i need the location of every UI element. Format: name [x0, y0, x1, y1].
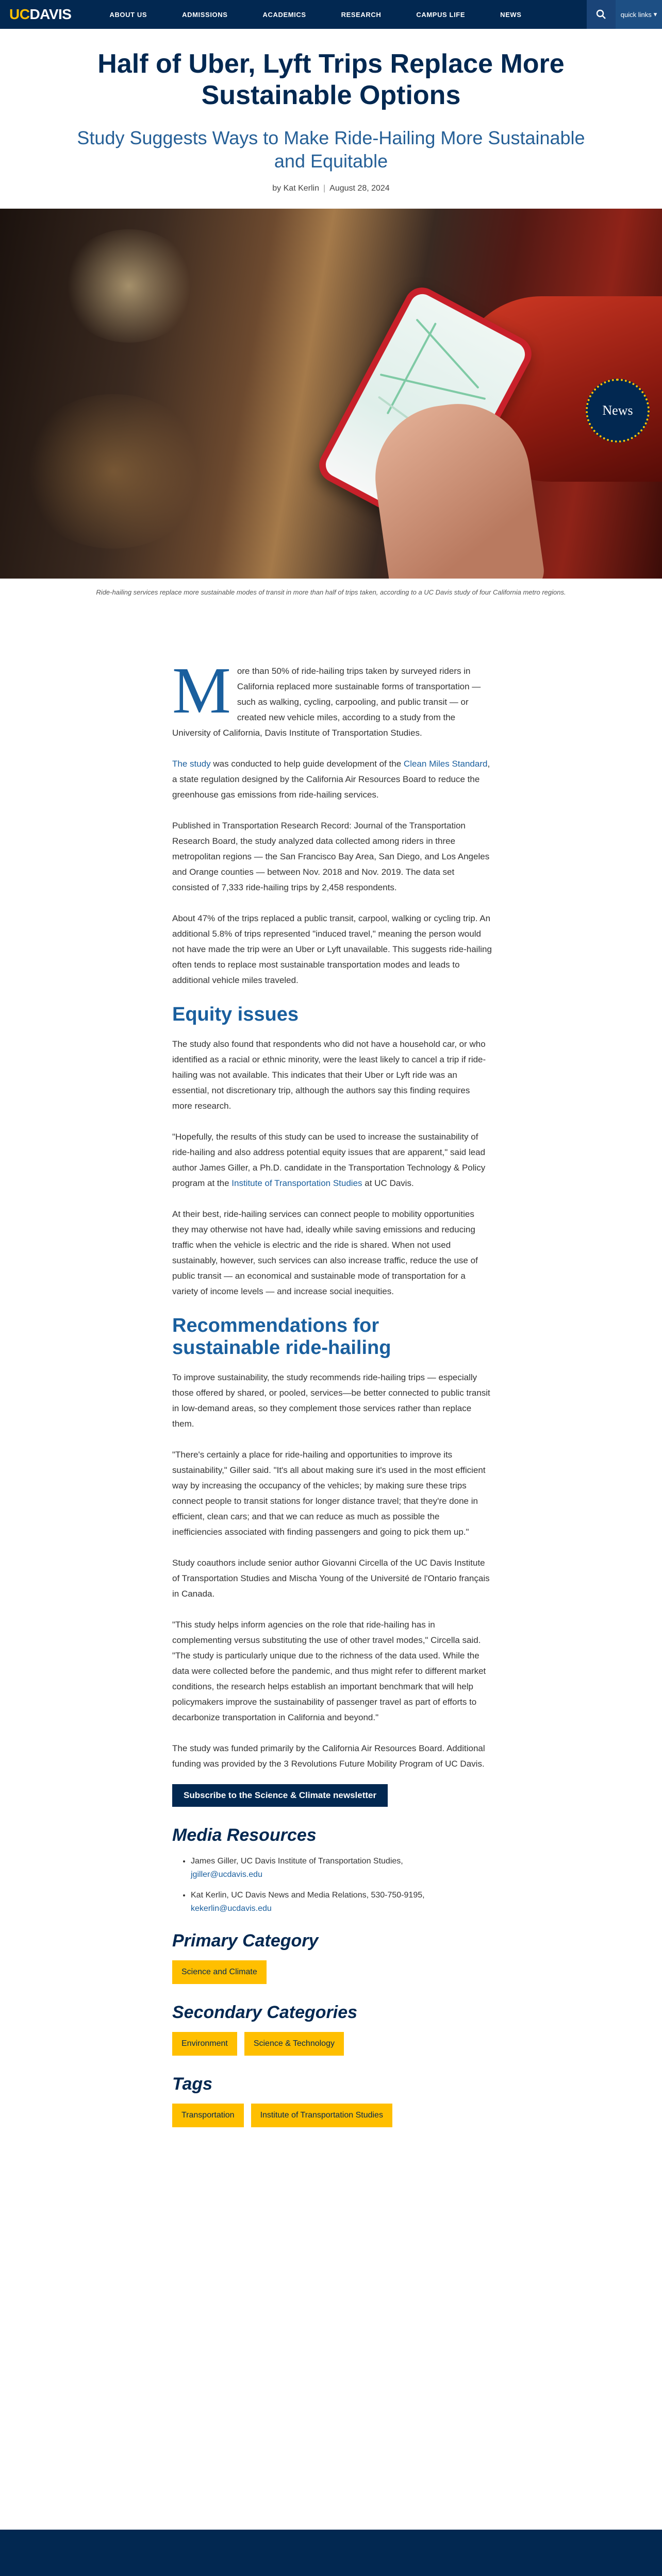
article-body: [172, 654, 492, 2146]
article-header: [0, 29, 662, 193]
paragraph-text: was conducted to help guide development of the: [210, 759, 404, 769]
category-button[interactable]: Science and Climate: [172, 1960, 267, 1984]
section-heading-equity: Equity issues: [172, 1004, 299, 1025]
its-link[interactable]: Institute of Transportation Studies: [231, 1178, 362, 1188]
quick-links-label: quick links: [620, 10, 652, 19]
page-subtitle: Study Suggests Ways to Make Ride-Hailing More Sustainable and Equitable: [77, 127, 585, 172]
map-route: [387, 323, 437, 414]
paragraph: At their best, ride-hailing services can connect people to mobility opportunities they may otherwise not have had, ideally while saving emissions and reducing traffic when the vehicle is electric and the ride is shared. When not used sustainably, however, such services can also increase traffic, reduce the use of public transit — an economical and sustainable mode of transportation for a variety of income levels — and increase social inequities.: [172, 1209, 478, 1296]
hero-image: [0, 209, 662, 579]
email-link[interactable]: jgiller@ucdavis.edu: [191, 1870, 262, 1879]
clean-miles-standard-link[interactable]: Clean Miles Standard: [403, 759, 488, 769]
tag-button[interactable]: Transportation: [172, 2104, 244, 2127]
paragraph-text: at UC Davis.: [362, 1178, 414, 1188]
nav-item-admissions[interactable]: ADMISSIONS: [182, 10, 228, 19]
paragraph-text: ore than 50% of ride-hailing trips taken by surveyed riders in California replaced more sustainable forms of transportation — such as walking, cycling, carpooling, and public transit — or created new vehicle miles, according to a study from the University of California, Davis Institute of Transportation Studies.: [172, 666, 481, 738]
logo-davis: DAVIS: [29, 6, 72, 22]
secondary-category-list: [172, 2032, 492, 2056]
paragraph: About 47% of the trips replaced a public transit, carpool, walking or cycling trip. An additional 5.8% of trips represented "induced travel," meaning the person would not have made the trip were an Uber or Lyft unavailable. This suggests ride-hailing often tends to replace most sustainable transportation modes and leads to additional vehicle miles traveled.: [172, 913, 492, 985]
publish-date: August 28, 2024: [329, 183, 390, 193]
paragraph: The study also found that respondents who did not have a household car, or who identified as a racial or ethnic minority, were the least likely to cancel a trip if ride-hailing was not available. This indicates that their Uber or Lyft ride was an essential, not discretionary trip, although the authors say this finding requires more research.: [172, 1039, 486, 1111]
paragraph: Study coauthors include senior author Giovanni Circella of the UC Davis Institute of Transportation Studies and Mischa Young of the Université de l'Ontario français in Canada.: [172, 1558, 490, 1599]
paragraph: Published in Transportation Research Record: Journal of the Transportation Research Board, the study analyzed data collected among riders in three metropolitan regions — the San Francisco Bay Area, San Diego, and Los Angeles and Orange counties — between Nov. 2018 and Nov. 2019. The data set consisted of 7,333 ride-hailing trips by 2,458 respondents.: [172, 821, 490, 892]
author: by Kat Kerlin: [272, 183, 319, 193]
paragraph: [172, 756, 492, 803]
primary-category-heading: Primary Category: [172, 1931, 319, 1951]
contact-name: James Giller, UC Davis Institute of Transportation Studies,: [191, 1857, 403, 1866]
byline-divider: |: [323, 183, 326, 193]
drop-cap: M: [172, 654, 231, 727]
tags-heading: Tags: [172, 2074, 213, 2094]
image-caption: Ride-hailing services replace more sustainable modes of transit in more than half of trips taken, according to a UC Davis study of four California metro regions.: [96, 588, 566, 596]
paragraph: To improve sustainability, the study recommends ride-hailing trips — especially those offered by shared, or pooled, services—be better connected to public transit in low-demand areas, so they complement those services rather than replace them.: [172, 1372, 490, 1429]
paragraph: [172, 654, 492, 741]
bokeh-light: [21, 394, 206, 549]
tag-list: [172, 2104, 492, 2127]
quick-links-button[interactable]: [616, 0, 662, 29]
contact-name: Kat Kerlin, UC Davis News and Media Relations, 530-750-9195,: [191, 1891, 425, 1900]
primary-category-list: [172, 1960, 492, 1984]
paragraph: "There's certainly a place for ride-hailing and opportunities to improve its sustainability," Giller said. "It's all about making sure it's used in the most efficient way by increasing the occupancy of the vehicles; by making sure these trips connect people to transit stations for longer distance travel; that they're done in efficient, clean cars; and that we can reduce as much as possible the inefficiencies associated with finding passengers and going to pick them up.": [172, 1450, 486, 1537]
logo-uc: UC: [9, 6, 30, 22]
top-navigation: [0, 0, 662, 29]
paragraph: "This study helps inform agencies on the role that ride-hailing has in complementing versus substituting the use of other travel modes," Circella said. "The study is particularly unique due to the richness of the data used. While the data were collected before the pandemic, and thus might refer to different market conditions, the research helps establish an important benchmark that will help policymakers improve the sustainability of passenger travel as part of efforts to decarbonize transportation in California and beyond.": [172, 1620, 486, 1723]
nav-item-about-us[interactable]: ABOUT US: [109, 10, 147, 19]
search-button[interactable]: [587, 0, 616, 29]
nav-item-research[interactable]: RESEARCH: [341, 10, 382, 19]
paragraph: The study was funded primarily by the California Air Resources Board. Additional funding was provided by the 3 Revolutions Future Mobility Program of UC Davis.: [172, 1743, 485, 1769]
media-resources-heading: Media Resources: [172, 1825, 317, 1845]
paragraph-text: , a state regulation designed by the California Air Resources Board to reduce the greenhouse gas emissions from ride-hailing services.: [172, 759, 490, 800]
list-item: [191, 1889, 492, 1916]
media-resources-list: [191, 1855, 492, 1916]
category-button[interactable]: Environment: [172, 2032, 237, 2056]
byline: [62, 184, 600, 193]
paragraph: [172, 1129, 492, 1191]
paragraph-text: "Hopefully, the results of this study can be used to increase the sustainability of ride-hailing and also address potential equity issues that are apparent," said lead author James Giller, a Ph.D. candidate in the Transportation Technology & Policy program at the: [172, 1131, 486, 1188]
news-badge: News: [586, 379, 650, 443]
category-button[interactable]: Science & Technology: [244, 2032, 344, 2056]
uc-davis-logo[interactable]: [9, 6, 71, 23]
search-icon: [596, 9, 606, 20]
nav-items: [92, 0, 539, 29]
section-heading-recommendations: Recommendations for sustainable ride-hailing: [172, 1314, 391, 1359]
secondary-categories-heading: Secondary Categories: [172, 2003, 358, 2023]
site-footer: [0, 2530, 662, 2576]
nav-item-campus-life[interactable]: CAMPUS LIFE: [416, 10, 466, 19]
tag-button[interactable]: Institute of Transportation Studies: [251, 2104, 392, 2127]
page-title: Half of Uber, Lyft Trips Replace More Sustainable Options: [97, 49, 565, 111]
nav-item-news[interactable]: NEWS: [500, 10, 522, 19]
nav-item-academics[interactable]: ACADEMICS: [262, 10, 306, 19]
list-item: [191, 1855, 492, 1882]
map-route: [416, 318, 479, 388]
study-link[interactable]: The study: [172, 759, 211, 769]
email-link[interactable]: kekerlin@ucdavis.edu: [191, 1904, 272, 1913]
subscribe-button[interactable]: Subscribe to the Science & Climate newsletter: [172, 1784, 388, 1807]
chevron-down-icon: ▾: [653, 10, 657, 18]
bokeh-light: [62, 229, 196, 343]
